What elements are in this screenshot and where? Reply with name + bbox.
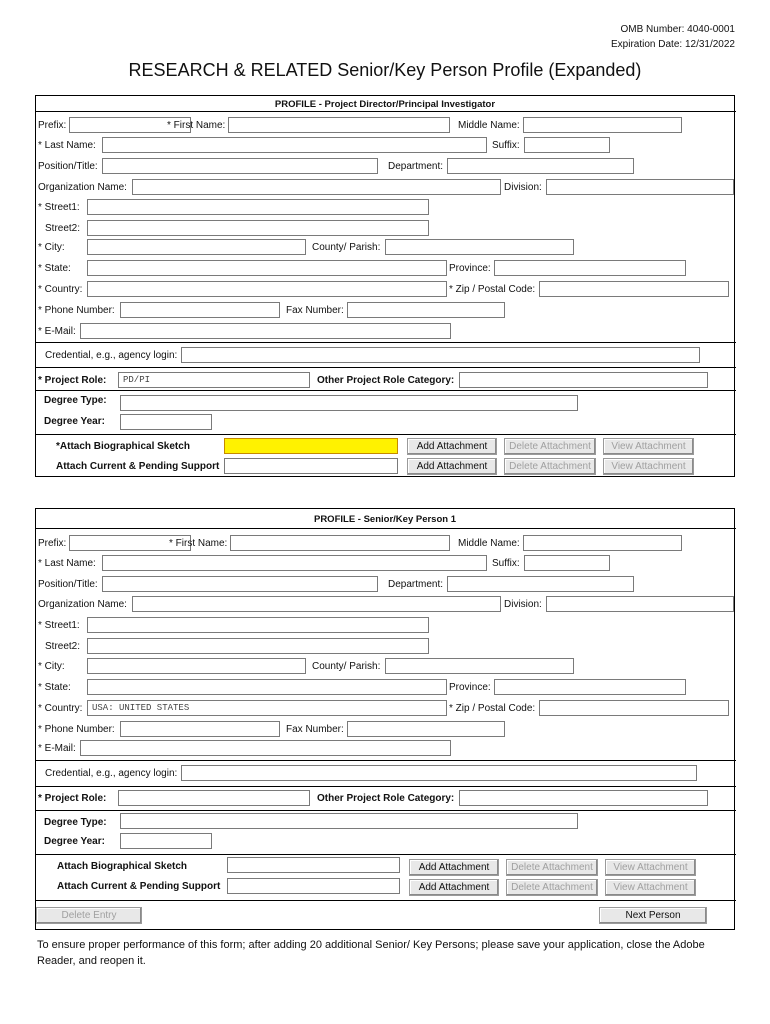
- bio-sketch-file[interactable]: [227, 857, 400, 873]
- first-name-label: * First Name:: [167, 120, 226, 131]
- project-role-label: * Project Role:: [38, 375, 107, 386]
- street2-label: Street2:: [45, 223, 81, 234]
- divider: [36, 854, 736, 855]
- county-label: County/ Parish:: [312, 661, 381, 672]
- support-add-attachment-button[interactable]: Add Attachment: [407, 458, 497, 475]
- divider: [36, 434, 736, 435]
- bio-add-attachment-button[interactable]: Add Attachment: [409, 859, 499, 876]
- division-label: Division:: [504, 599, 542, 610]
- fax-input[interactable]: [347, 721, 505, 737]
- phone-input[interactable]: [120, 721, 280, 737]
- street1-input[interactable]: [87, 617, 429, 633]
- state-select[interactable]: [87, 260, 447, 276]
- zip-input[interactable]: [539, 700, 729, 716]
- support-file[interactable]: [224, 458, 398, 474]
- support-file[interactable]: [227, 878, 400, 894]
- degree-year-label: Degree Year:: [44, 416, 105, 427]
- pi-section-heading: PROFILE - Project Director/Principal Investigator: [274, 99, 496, 110]
- divider: [36, 900, 736, 901]
- fax-input[interactable]: [347, 302, 505, 318]
- email-label: * E-Mail:: [38, 326, 76, 337]
- department-label: Department:: [388, 579, 444, 590]
- fax-label: Fax Number:: [286, 305, 344, 316]
- pi-profile-section: [35, 95, 735, 477]
- division-input[interactable]: [546, 179, 734, 195]
- middle-name-label: Middle Name:: [458, 538, 520, 549]
- position-input[interactable]: [102, 158, 378, 174]
- degree-type-input[interactable]: [120, 813, 578, 829]
- bio-sketch-label: *Attach Biographical Sketch: [56, 441, 190, 452]
- zip-label: * Zip / Postal Code:: [449, 284, 536, 295]
- last-name-label: * Last Name:: [38, 140, 96, 151]
- province-label: Province:: [449, 682, 491, 693]
- province-input[interactable]: [494, 260, 686, 276]
- division-input[interactable]: [546, 596, 734, 612]
- fax-label: Fax Number:: [286, 724, 344, 735]
- zip-input[interactable]: [539, 281, 729, 297]
- prefix-label: Prefix:: [38, 538, 67, 549]
- first-name-input[interactable]: [230, 535, 450, 551]
- department-input[interactable]: [447, 576, 634, 592]
- degree-year-label: Degree Year:: [44, 836, 105, 847]
- credential-label: Credential, e.g., agency login:: [45, 768, 178, 779]
- email-input[interactable]: [80, 323, 451, 339]
- other-role-input[interactable]: [459, 790, 708, 806]
- position-input[interactable]: [102, 576, 378, 592]
- divider: [36, 111, 736, 112]
- divider: [36, 760, 736, 761]
- phone-input[interactable]: [120, 302, 280, 318]
- divider: [36, 810, 736, 811]
- degree-type-label: Degree Type:: [44, 395, 107, 406]
- country-select[interactable]: [87, 281, 447, 297]
- phone-label: * Phone Number:: [38, 724, 115, 735]
- support-label: Attach Current & Pending Support: [57, 881, 221, 892]
- degree-year-input[interactable]: [120, 833, 212, 849]
- bio-delete-attachment-button[interactable]: Delete Attachment: [504, 438, 596, 455]
- other-role-label: Other Project Role Category:: [317, 375, 455, 386]
- support-view-attachment-button[interactable]: View Attachment: [603, 458, 694, 475]
- bio-sketch-file[interactable]: [224, 438, 398, 454]
- support-label: Attach Current & Pending Support: [56, 461, 220, 472]
- state-select[interactable]: [87, 679, 447, 695]
- city-label: * City:: [38, 661, 65, 672]
- delete-entry-button[interactable]: Delete Entry: [36, 907, 142, 924]
- organization-label: Organization Name:: [38, 599, 127, 610]
- organization-input[interactable]: [132, 596, 501, 612]
- state-label: * State:: [38, 263, 71, 274]
- position-label: Position/Title:: [38, 579, 98, 590]
- project-role-select[interactable]: [118, 790, 310, 806]
- first-name-input[interactable]: [228, 117, 450, 133]
- city-label: * City:: [38, 242, 65, 253]
- county-input[interactable]: [385, 658, 574, 674]
- email-label: * E-Mail:: [38, 743, 76, 754]
- bio-sketch-label: Attach Biographical Sketch: [57, 861, 188, 872]
- divider: [36, 367, 736, 368]
- email-input[interactable]: [80, 740, 451, 756]
- credential-label: Credential, e.g., agency login:: [45, 350, 178, 361]
- first-name-label: * First Name:: [169, 538, 228, 549]
- street1-label: * Street1:: [38, 202, 80, 213]
- county-label: County/ Parish:: [312, 242, 381, 253]
- middle-name-input[interactable]: [523, 535, 682, 551]
- key-person-heading: PROFILE - Senior/Key Person 1: [313, 514, 456, 525]
- omb-info: [611, 22, 735, 52]
- position-label: Position/Title:: [38, 161, 98, 172]
- support-view-attachment-button[interactable]: View Attachment: [605, 879, 696, 896]
- divider: [36, 786, 736, 787]
- province-input[interactable]: [494, 679, 686, 695]
- other-role-label: Other Project Role Category:: [317, 793, 455, 804]
- state-label: * State:: [38, 682, 71, 693]
- bio-add-attachment-button[interactable]: Add Attachment: [407, 438, 497, 455]
- last-name-input[interactable]: [102, 555, 487, 571]
- street2-label: Street2:: [45, 641, 81, 652]
- credential-input[interactable]: [181, 347, 700, 363]
- suffix-input[interactable]: [524, 555, 610, 571]
- zip-label: * Zip / Postal Code:: [449, 703, 536, 714]
- county-input[interactable]: [385, 239, 574, 255]
- divider: [36, 390, 736, 391]
- credential-input[interactable]: [181, 765, 697, 781]
- last-name-label: * Last Name:: [38, 558, 96, 569]
- form-title: RESEARCH & RELATED Senior/Key Person Profile (Expanded): [128, 60, 642, 80]
- country-select[interactable]: USA: UNITED STATES: [87, 700, 447, 716]
- street2-input[interactable]: [87, 638, 429, 654]
- city-input[interactable]: [87, 658, 306, 674]
- street1-label: * Street1:: [38, 620, 80, 631]
- country-label: * Country:: [38, 703, 83, 714]
- city-input[interactable]: [87, 239, 306, 255]
- bio-delete-attachment-button[interactable]: Delete Attachment: [506, 859, 598, 876]
- division-label: Division:: [504, 182, 542, 193]
- degree-year-input[interactable]: [120, 414, 212, 430]
- support-delete-attachment-button[interactable]: Delete Attachment: [506, 879, 598, 896]
- street2-input[interactable]: [87, 220, 429, 236]
- province-label: Province:: [449, 263, 491, 274]
- middle-name-input[interactable]: [523, 117, 682, 133]
- middle-name-label: Middle Name:: [458, 120, 520, 131]
- omb-number: OMB Number: 4040-0001: [620, 24, 735, 35]
- next-person-button[interactable]: Next Person: [599, 907, 707, 924]
- footer-note: To ensure proper performance of this form; after adding 20 additional Senior/ Key Persons; please save your application, close the Adobe Reader, and reopen it.: [37, 939, 705, 967]
- divider: [36, 342, 736, 343]
- suffix-label: Suffix:: [492, 140, 520, 151]
- street1-input[interactable]: [87, 199, 429, 215]
- department-label: Department:: [388, 161, 444, 172]
- support-add-attachment-button[interactable]: Add Attachment: [409, 879, 499, 896]
- degree-type-input[interactable]: [120, 395, 578, 411]
- department-input[interactable]: [447, 158, 634, 174]
- expiration-date: Expiration Date: 12/31/2022: [611, 39, 735, 50]
- suffix-label: Suffix:: [492, 558, 520, 569]
- country-label: * Country:: [38, 284, 83, 295]
- bio-view-attachment-button[interactable]: View Attachment: [605, 859, 696, 876]
- project-role-select[interactable]: PD/PI: [118, 372, 310, 388]
- key-person-section: [35, 508, 735, 930]
- divider: [36, 528, 736, 529]
- last-name-input[interactable]: [102, 137, 487, 153]
- degree-type-label: Degree Type:: [44, 817, 107, 828]
- organization-input[interactable]: [132, 179, 501, 195]
- suffix-input[interactable]: [524, 137, 610, 153]
- prefix-label: Prefix:: [38, 120, 67, 131]
- support-delete-attachment-button[interactable]: Delete Attachment: [504, 458, 596, 475]
- bio-view-attachment-button[interactable]: View Attachment: [603, 438, 694, 455]
- project-role-label: * Project Role:: [38, 793, 107, 804]
- organization-label: Organization Name:: [38, 182, 127, 193]
- other-role-input[interactable]: [459, 372, 708, 388]
- phone-label: * Phone Number:: [38, 305, 115, 316]
